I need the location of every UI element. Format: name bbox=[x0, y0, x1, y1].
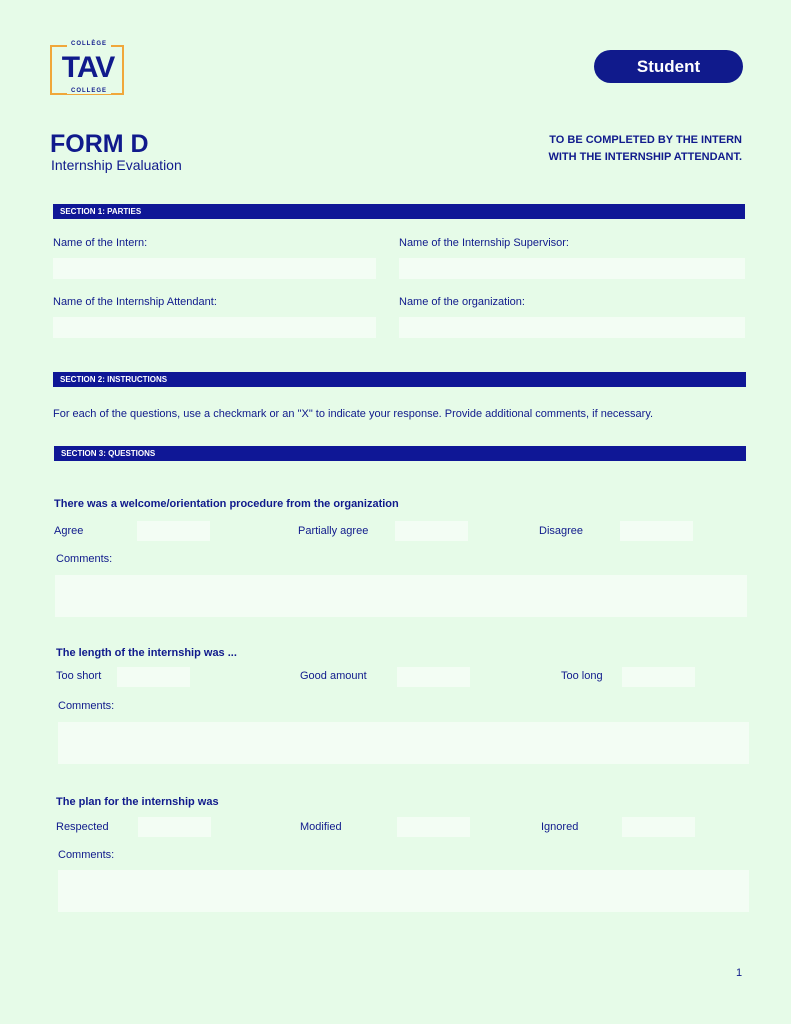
instructions-text: For each of the questions, use a checkmark or an "X" to indicate your response. Provide additional comments, if necessary. bbox=[53, 408, 654, 420]
q2-option-good-amount-label: Good amount bbox=[300, 670, 367, 682]
q1-option-partially-agree-label: Partially agree bbox=[298, 525, 369, 537]
q1-agree-checkbox[interactable] bbox=[137, 521, 210, 541]
q2-too-short-checkbox[interactable] bbox=[117, 667, 190, 687]
organization-name-label: Name of the organization: bbox=[399, 296, 525, 308]
q2-option-too-long-label: Too long bbox=[561, 670, 603, 682]
intern-name-label: Name of the Intern: bbox=[53, 237, 148, 249]
q3-option-modified-label: Modified bbox=[300, 821, 342, 833]
page-number: 1 bbox=[736, 967, 743, 979]
completion-notice bbox=[480, 132, 742, 166]
logo-bottom-text: COLLEGE bbox=[50, 88, 128, 94]
question-3-title: The plan for the internship was bbox=[56, 796, 219, 808]
section-1-header: SECTION 1: PARTIES bbox=[53, 204, 745, 219]
question-1-title: There was a welcome/orientation procedure from the organization bbox=[54, 498, 399, 510]
q3-modified-checkbox[interactable] bbox=[397, 817, 470, 837]
q3-ignored-checkbox[interactable] bbox=[622, 817, 695, 837]
intern-name-field[interactable] bbox=[53, 258, 376, 279]
logo-top-text: COLLÈGE bbox=[50, 41, 128, 47]
q2-too-long-checkbox[interactable] bbox=[622, 667, 695, 687]
form-title: FORM D bbox=[50, 130, 149, 158]
organization-name-field[interactable] bbox=[399, 317, 745, 338]
supervisor-name-label: Name of the Internship Supervisor: bbox=[399, 237, 569, 249]
logo-mark: TAV bbox=[61, 51, 115, 84]
q2-comments-label: Comments: bbox=[58, 700, 115, 712]
q1-comments-label: Comments: bbox=[56, 553, 113, 565]
q1-option-agree-label: Agree bbox=[54, 525, 84, 537]
q2-comments-field[interactable] bbox=[58, 722, 749, 764]
form-subtitle: Internship Evaluation bbox=[51, 157, 182, 173]
q3-option-respected-label: Respected bbox=[56, 821, 109, 833]
role-badge: Student bbox=[594, 50, 743, 83]
q2-option-too-short-label: Too short bbox=[56, 670, 102, 682]
q1-disagree-checkbox[interactable] bbox=[620, 521, 693, 541]
q3-respected-checkbox[interactable] bbox=[138, 817, 211, 837]
q3-comments-field[interactable] bbox=[58, 870, 749, 912]
q1-comments-field[interactable] bbox=[55, 575, 747, 617]
supervisor-name-field[interactable] bbox=[399, 258, 745, 279]
q1-option-disagree-label: Disagree bbox=[539, 525, 584, 537]
q1-partially-agree-checkbox[interactable] bbox=[395, 521, 468, 541]
notice-line-1: TO BE COMPLETED BY THE INTERN bbox=[549, 134, 742, 146]
q3-option-ignored-label: Ignored bbox=[541, 821, 579, 833]
question-2-title: The length of the internship was ... bbox=[56, 647, 237, 659]
q2-good-amount-checkbox[interactable] bbox=[397, 667, 470, 687]
college-logo bbox=[50, 40, 128, 98]
q3-comments-label: Comments: bbox=[58, 849, 115, 861]
attendant-name-label: Name of the Internship Attendant: bbox=[53, 296, 217, 308]
notice-line-2: WITH THE INTERNSHIP ATTENDANT. bbox=[548, 151, 742, 163]
section-3-header: SECTION 3: QUESTIONS bbox=[54, 446, 746, 461]
section-2-header: SECTION 2: INSTRUCTIONS bbox=[53, 372, 746, 387]
attendant-name-field[interactable] bbox=[53, 317, 376, 338]
